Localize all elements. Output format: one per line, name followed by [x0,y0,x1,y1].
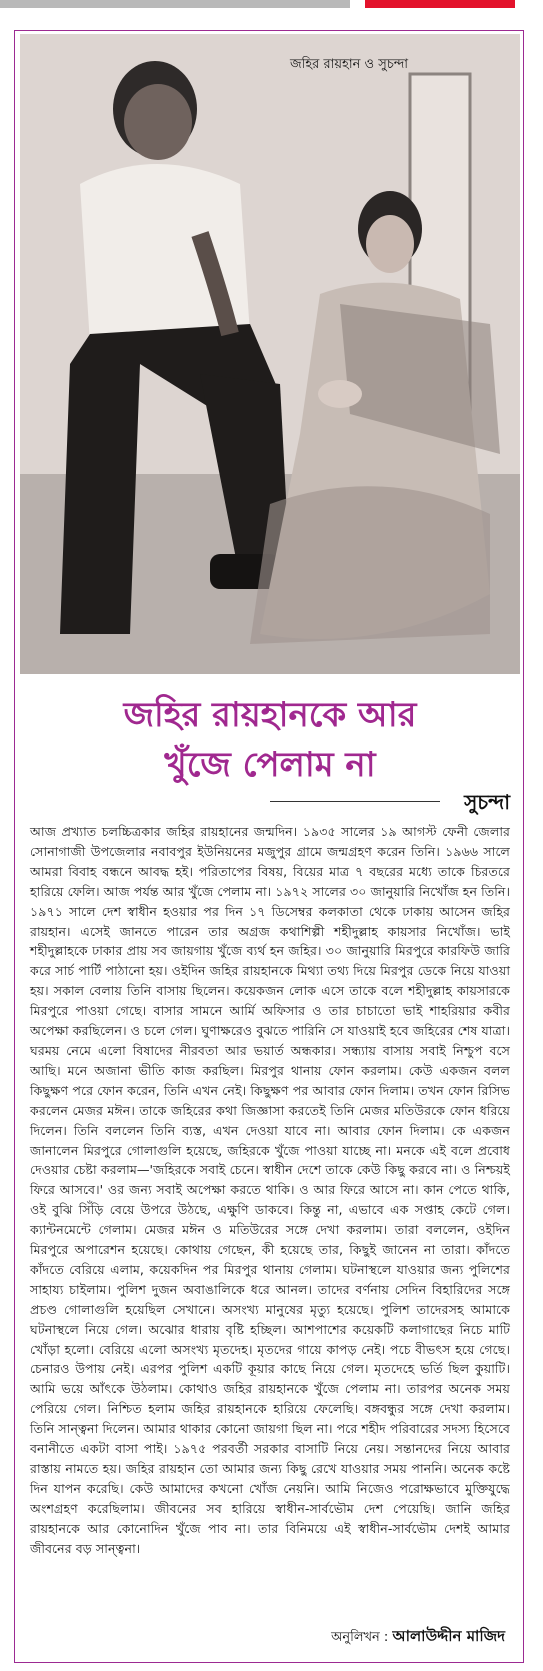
article-photo [20,34,520,674]
headline-line-2: খুঁজে পেলাম না [164,745,376,785]
byline-rule [270,801,440,802]
byline: সুচন্দা [464,790,510,814]
credit-line [331,1625,505,1650]
article-body: আজ প্রখ্যাত চলচ্চিত্রকার জহির রায়হানের জন্মদিন। ১৯৩৫ সালের ১৯ আগস্ট ফেনী জেলার সোনাগাজী উপজেলার নবাবপুর ইউনিয়নের মজুপুর গ্রামে জন্মগ্রহণ করেন তিনি। ১৯৬৬ সালে আমরা বিবাহ বন্ধনে আবদ্ধ হই। পরিতাপের বিষয়, বিয়ের মাত্র ৭ বছরের মধ্যে তাকে চিরতরে হারিয়ে ফেলি। আজ পর্যন্ত আর খুঁজে পেলাম না। ১৯৭২ সালের ৩০ জানুয়ারি নিখোঁজ হন তিনি। ১৯৭১ সালে দেশ স্বাধীন হওয়ার পর দিন ১৭ ডিসেম্বর কলকাতা থেকে ঢাকায় আসেন জহির রায়হান। এসেই জানতে পারেন তার অগ্রজ কথাশিল্পী শহীদুল্লাহ কায়সার নিখোঁজ। ভাই শহীদুল্লাহকে ঢাকার প্রায় সব জায়গায় খুঁজে ব্যর্থ হন জহির। ৩০ জানুয়ারি মিরপুরে কারফিউ জারি করে সার্চ পার্টি পাঠানো হয়। ওইদিন জহির রায়হানকে মিথ্যা তথ্য দিয়ে মিরপুর ডেকে নিয়ে যাওয়া হয়। সকাল বেলায় তিনি বাসায় ছিলেন। কয়েকজন লোক এসে তাকে বলে শহীদুল্লাহ কায়সারকে মিরপুরে পাওয়া গেছে। বাসার সামনে আর্মি অফিসার ও তার চাচাতো ভাই শাহরিয়ার কবীর অপেক্ষা করছিলেন। ও চলে গেল। ঘুণাক্ষরেও বুঝতে পারিনি সে যাওয়াই হবে জহিরের শেষ যাত্রা। ঘরময় নেমে এলো বিষাদের নীরবতা আর ভয়ার্ত অন্ধকার। সন্ধ্যায় বাসায় সবাই নিশ্চুপ বসে আছি। মনে অজানা ভীতি কাজ করছিল। মিরপুর থানায় ফোন করলাম। কেউ একজন বলল কিছুক্ষণ পরে ফোন করেন, তিনি এখন নেই। কিছুক্ষণ পর আবার ফোন দিলাম। তখন ফোন রিসিভ করলেন মেজর মঈন। তাকে জহিরের কথা জিজ্ঞাসা করতেই তিনি মেজর মতিউরকে ফোন ধরিয়ে দিলেন। তিনি বললেন তিনি ব্যস্ত, এখন দেওয়া যাবে না। আবার ফোন দিলাম। কে একজন জানালেন মিরপুরে গোলাগুলি হয়েছে, জহিরকে খুঁজে পাওয়া যাচ্ছে না। মনকে এই বলে প্রবোধ দেওয়ার চেষ্টা করলাম—'জহিরকে সবাই চেনে। স্বাধীন দেশে তাকে কেউ কিছু করবে না। ও নিশ্চয়ই ফিরে আসবে।' ওর জন্য সবাই অপেক্ষা করতে থাকি। ও আর ফিরে আসে না। কান পেতে থাকি, ওই বুঝি সিঁড়ি বেয়ে উপরে উঠছে, এক্ষুণি ডাকবে। কিন্তু না, এভাবে এক সপ্তাহ কেটে গেল। ক্যান্টনমেন্টে গেলাম। মেজর মঈন ও মতিউরের সঙ্গে দেখা করলাম। তারা বললেন, ওইদিন মিরপুরে অপারেশন হয়েছে। কোথায় গেছেন, কী হয়েছে তার, কিছুই জানেন না তারা। কাঁদতে কাঁদতে বেরিয়ে এলাম, কয়েকদিন পর মিরপুর থানায় গেলাম। ঘটনাস্থলে যাওয়ার জন্য পুলিশের সাহায্য চাইলাম। পুলিশ দুজন অবাঙালিকে ধরে আনল। তাদের বর্ণনায় সেদিন বিহারিদের সঙ্গে প্রচণ্ড গোলাগুলি হয়েছিল সেখানে। অসংখ্য মানুষের মৃত্যু হয়েছে। পুলিশ তাদেরসহ আমাকে ঘটনাস্থলে নিয়ে গেল। অঝোর ধারায় বৃষ্টি হচ্ছিল। আশপাশের কয়েকটি কলাগাছের নিচে মাটি খোঁড়া হলো। বেরিয়ে এলো অসংখ্য মৃতদেহ। মৃতদের গায়ে কাপড় নেই। পচে বীভৎস হয়ে গেছে। চেনারও উপায় নেই। এরপর পুলিশ একটি কূয়ার কাছে নিয়ে গেল। মৃতদেহে ভর্তি ছিল কুয়াটি। আমি ভয়ে আঁৎকে উঠলাম। কোথাও জহির রায়হানকে খুঁজে পেলাম না। তারপর অনেক সময় পেরিয়ে গেল। নিশ্চিত হলাম জহির রায়হানকে হারিয়ে ফেলেছি। বঙ্গবন্ধুর সঙ্গে দেখা করলাম। তিনি সান্ত্বনা দিলেন। আমার থাকার কোনো জায়গা ছিল না। পরে শহীদ পরিবারের সদস্য হিসেবে বনানীতে একটা বাসা পাই। ১৯৭৫ পরবর্তী সরকার বাসাটি নিয়ে নেয়। সন্তানদের নিয়ে আবার রাস্তায় নামতে হয়। জহির রায়হান তো আমার জন্য কিছু রেখে যাওয়ার সময় পাননি। অনেক কষ্টে দিন যাপন করেছি। কেউ আমাদের কখনো খোঁজ নেয়নি। আমি নিজেও পরোক্ষভাবে মুক্তিযুদ্ধে অংশগ্রহণ করেছিলাম। জীবনের সব হারিয়ে স্বাধীন-সার্বভৌম দেশ পেয়েছি। জানি জহির রায়হানকে আর কোনোদিন খুঁজে পাব না। তার বিনিময়ে এই স্বাধীন-সার্বভৌম দেশই আমার জীবনের বড় সান্ত্বনা। [30,824,510,1556]
top-gray-bar [0,0,350,8]
headline-line-1: জহির রায়হানকে আর [123,695,417,735]
top-red-bar [365,0,515,8]
photo-illustration [20,34,520,674]
credit-name: আলাউদ্দীন মাজিদ [392,1627,505,1645]
headline [20,690,520,790]
credit-label: অনুলিখন : [331,1630,389,1645]
photo-caption: জহির রায়হান ও সুচন্দা [290,57,409,72]
byline-block [270,788,510,812]
